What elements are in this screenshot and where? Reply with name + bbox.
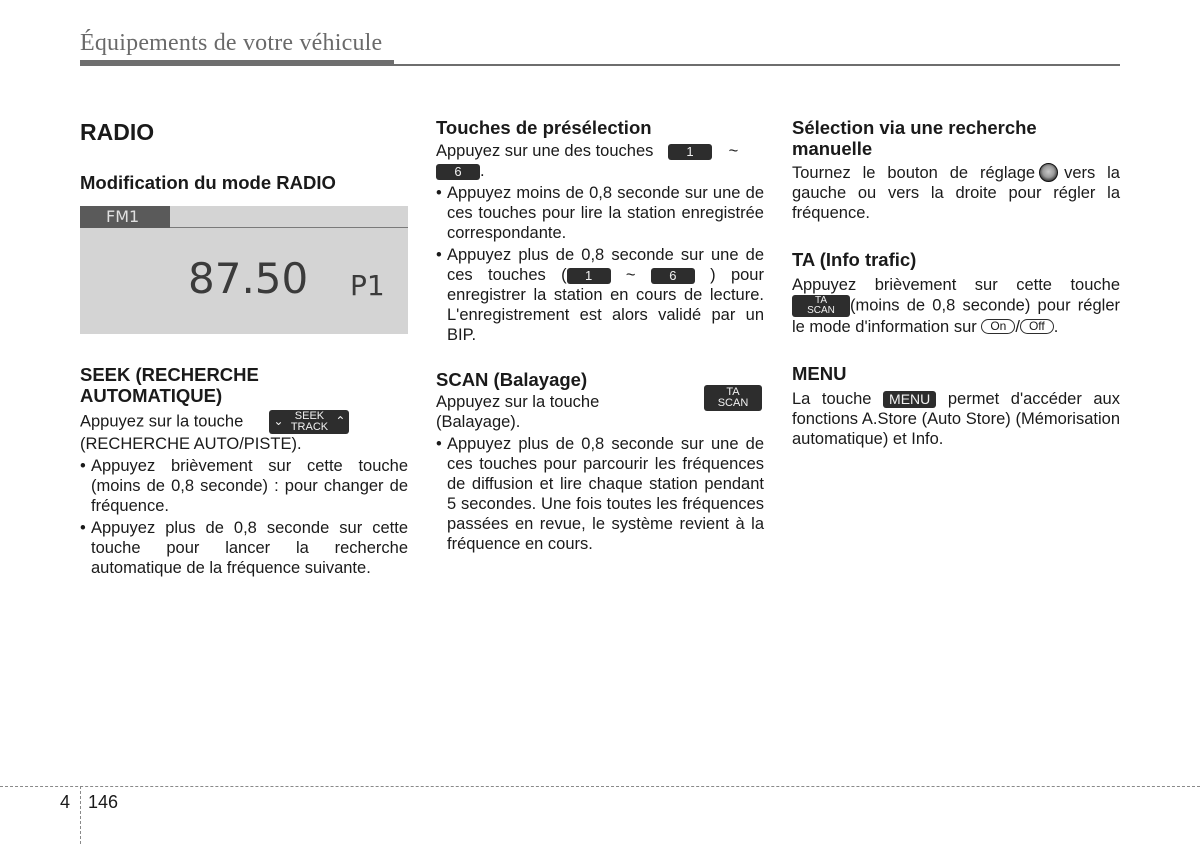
seek-intro: Appuyez sur la touche ⌄ SEEK TRACK ⌃: [80, 410, 408, 434]
tuning-knob-icon: [1039, 163, 1058, 182]
list-item: • Appuyez brièvement sur cette touche (moins de 0,8 seconde) : pour changer de fréquence.: [80, 456, 408, 516]
scan-bullet-list: [436, 434, 764, 554]
scan-intro-cont: (Balayage).: [436, 413, 521, 431]
page-number: 146: [88, 792, 119, 812]
seek-bullet-list: [80, 456, 408, 578]
preset-key-6-icon: 6: [651, 268, 695, 284]
heading-mode-radio: Modification du mode RADIO: [80, 172, 336, 193]
manual-text: Tournez le bouton de réglage vers la gauche ou vers la droite pour régler la fréquence.: [792, 164, 1120, 222]
list-item: • Appuyez moins de 0,8 seconde sur une de ces touches pour lire la station enregistrée correspondante.: [436, 183, 764, 243]
header-rule: [80, 60, 1120, 66]
ta-text: Appuyez brièvement sur cette touche TA SCAN (moins de 0,8 seconde) pour régler le mode d'information sur On / Off .: [792, 276, 1120, 336]
page-header-title: Équipements de votre véhicule: [80, 30, 383, 56]
list-item: • Appuyez plus de 0,8 seconde sur une de ces touches pour parcourir les fréquences de diffusion et lire chaque station pendant 5 secondes. Une fois toutes les fréquences passées en revue, le système revient à la fréquence en cours.: [436, 434, 764, 554]
heading-ta: TA (Info trafic): [792, 249, 917, 270]
preset-bullet-list: [436, 183, 764, 345]
seek-intro-cont: (RECHERCHE AUTO/PISTE).: [80, 435, 302, 453]
display-preset: P1: [350, 269, 385, 302]
list-item: • Appuyez plus de 0,8 seconde sur cette touche pour lancer la recherche automatique de la fréquence suivante.: [80, 518, 408, 578]
heading-scan: SCAN (Balayage): [436, 369, 588, 390]
preset-key-6-icon: 6: [436, 164, 480, 180]
heading-seek-2: AUTOMATIQUE): [80, 385, 223, 406]
radio-display-illustration: [80, 206, 408, 334]
on-indicator-icon: On: [981, 319, 1015, 334]
display-band: FM1: [80, 206, 170, 228]
scan-intro: Appuyez sur la touche TA SCAN: [436, 392, 764, 412]
heading-seek-1: SEEK (RECHERCHE: [80, 364, 259, 385]
column-3: [792, 116, 1120, 449]
menu-key-icon: MENU: [883, 391, 936, 408]
menu-text: La touche MENU permet d'accéder aux fonctions A.Store (Auto Store) (Mémorisation automatique) et Info.: [792, 390, 1120, 448]
chevron-down-icon: ⌄: [273, 414, 284, 428]
heading-menu: MENU: [792, 363, 847, 384]
preset-intro: Appuyez sur une des touches 1 ~ 6 .: [436, 142, 739, 180]
heading-manual-1: Sélection via une recherche: [792, 117, 1037, 138]
column-2: [436, 116, 764, 554]
chevron-up-icon: ⌃: [335, 414, 346, 428]
seek-track-key-icon: ⌄ SEEK TRACK ⌃: [269, 410, 349, 434]
heading-presets: Touches de présélection: [436, 117, 652, 138]
column-1: [80, 116, 408, 578]
heading-manual-2: manuelle: [792, 138, 873, 159]
off-indicator-icon: Off: [1020, 319, 1054, 334]
preset-key-1-icon: 1: [567, 268, 611, 284]
list-item: • Appuyez plus de 0,8 seconde sur une de ces touches ( 1 ~ 6 ) pour enregistrer la station en cours de lecture. L'enregistrement est alors validé par un BIP.: [436, 245, 764, 345]
display-frequency: 87.50: [188, 254, 309, 303]
section-title-radio: RADIO: [80, 119, 155, 145]
chapter-number: 4: [60, 792, 71, 812]
ta-scan-key-icon: TA SCAN: [792, 295, 850, 317]
preset-key-1-icon: 1: [668, 144, 712, 160]
ta-scan-key-icon: TA SCAN: [704, 385, 762, 411]
